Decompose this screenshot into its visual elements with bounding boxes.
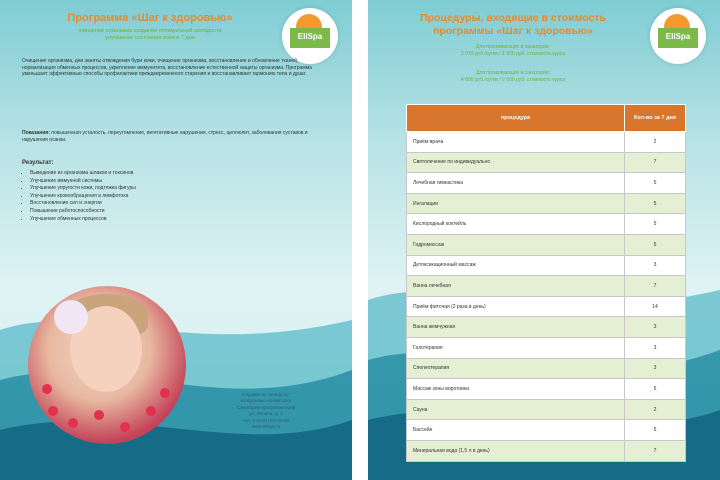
procedure-quantity: 7 [625,276,686,297]
spa-logo [282,8,338,64]
table-row [407,173,686,194]
procedure-name: Сауна [407,399,625,420]
list-item: • Выведение из организма шлаков и токсинов [30,170,330,178]
procedure-quantity: 3 [625,317,686,338]
procedure-quantity: 2 [625,132,686,153]
column-header-procedure: процедура [407,105,625,132]
logo-text: EliSpa [665,32,691,41]
procedure-quantity: 5 [625,214,686,235]
table-row [407,379,686,400]
procedures-table-body [407,132,686,462]
list-item: • Улучшение обменных процессов [30,216,330,224]
column-header-quantity: Кол-во за 7 дня [625,105,686,132]
orchid-icon [54,300,88,334]
procedure-quantity: 5 [625,173,686,194]
indications-paragraph [22,130,322,143]
table-row [407,152,686,173]
procedure-quantity: 5 [625,234,686,255]
procedure-name: Спелеотерапия [407,358,625,379]
procedure-name: Ванна лечебная [407,276,625,297]
procedure-name: Приём фиточая (2 раза в день) [407,296,625,317]
indications-label: Показания: [22,130,50,136]
procedure-name: Светолечение по индивидуально [407,152,625,173]
procedure-name: Гидромассаж [407,234,625,255]
price-info-1: Для проживающих в санатории: 3 970 руб./сутки / 1 560 руб. стоимость курса [460,44,566,57]
intro-paragraph: Очищение организма, дни заняты отвождения бури кожи, очищение организма, восстановление и обновление тканей, нормализация обменных процессов, укрепление иммунитета, восстановление естественной защиты организма. Программа уменьшает эффективные способы профилактики преждевременного старения и восстанавливает гармонию тела и души. [22,58,312,78]
table-row [407,399,686,420]
spa-photo [28,286,186,444]
table-row [407,337,686,358]
procedure-name: Кислородный коктейль [407,214,625,235]
procedure-quantity: 3 [625,255,686,276]
contact-info: Справки по телефону: консультант-косметолог Санаторий-профилакторий ул. Ленина, д. 1 тел. 8 (000) 000-00-00 www.elispa.ru [236,392,296,430]
list-item: • Восстановление сил и энергии [30,200,330,208]
procedure-name: Ингалации [407,193,625,214]
procedure-name: Приём врача [407,132,625,153]
procedure-name: Бассейн [407,420,625,441]
procedure-quantity: 3 [625,358,686,379]
table-row [407,420,686,441]
table-row [407,193,686,214]
procedure-quantity: 5 [625,193,686,214]
table-row [407,214,686,235]
sun-icon [664,14,690,28]
list-item: • Повышение работоспособности [30,208,330,216]
table-row [407,440,686,461]
list-item: • Улучшение упругости кожи, подтяжка фигуры [30,185,330,193]
procedure-name: Ванна жемчужная [407,317,625,338]
procedure-quantity: 5 [625,420,686,441]
program-title: Программа «Шаг к здоровью» [67,12,233,24]
procedures-table [406,104,686,462]
procedures-title: Процедуры, входящие в стоимость программы «Шаг к здоровью» [420,12,606,37]
procedure-name: Детоксикационный массаж [407,255,625,276]
procedure-name: Галотерапия [407,337,625,358]
table-row [407,317,686,338]
procedure-quantity: 14 [625,296,686,317]
indications-text: повышенная усталость, переутомление, вегетативные нарушения, стресс, целлюлит, заболевания суставов и нарушения осанки. [22,130,308,143]
procedure-name: Минеральная вода (1,5 л в день) [407,440,625,461]
program-subtitle: очищение организма создание оптимальной молодости улучшение состояния кожи и 7 дня [78,28,222,41]
procedure-quantity: 5 [625,379,686,400]
list-item: • Улучшение иммунной системы [30,178,330,186]
price-info-2: Для проживающих в санатории: 4 800 руб./сутки / 2 000 руб. стоимость курса [460,70,566,83]
right-page [368,0,720,480]
table-row [407,132,686,153]
list-item: • Улучшение кровообращения и лимфотока [30,193,330,201]
procedure-name: Массаж зоны воротника [407,379,625,400]
procedure-quantity: 2 [625,399,686,420]
left-page [0,0,352,480]
spa-logo [650,8,706,64]
procedure-quantity: 3 [625,337,686,358]
table-row [407,296,686,317]
procedure-quantity: 7 [625,440,686,461]
results-list [22,170,330,223]
table-row [407,358,686,379]
table-row [407,255,686,276]
table-row [407,276,686,297]
table-row [407,234,686,255]
logo-text: EliSpa [297,32,323,41]
procedure-quantity: 7 [625,152,686,173]
procedure-name: Лечебная гимнастика [407,173,625,194]
results-heading: Результат: [22,160,54,166]
sun-icon [296,14,322,28]
